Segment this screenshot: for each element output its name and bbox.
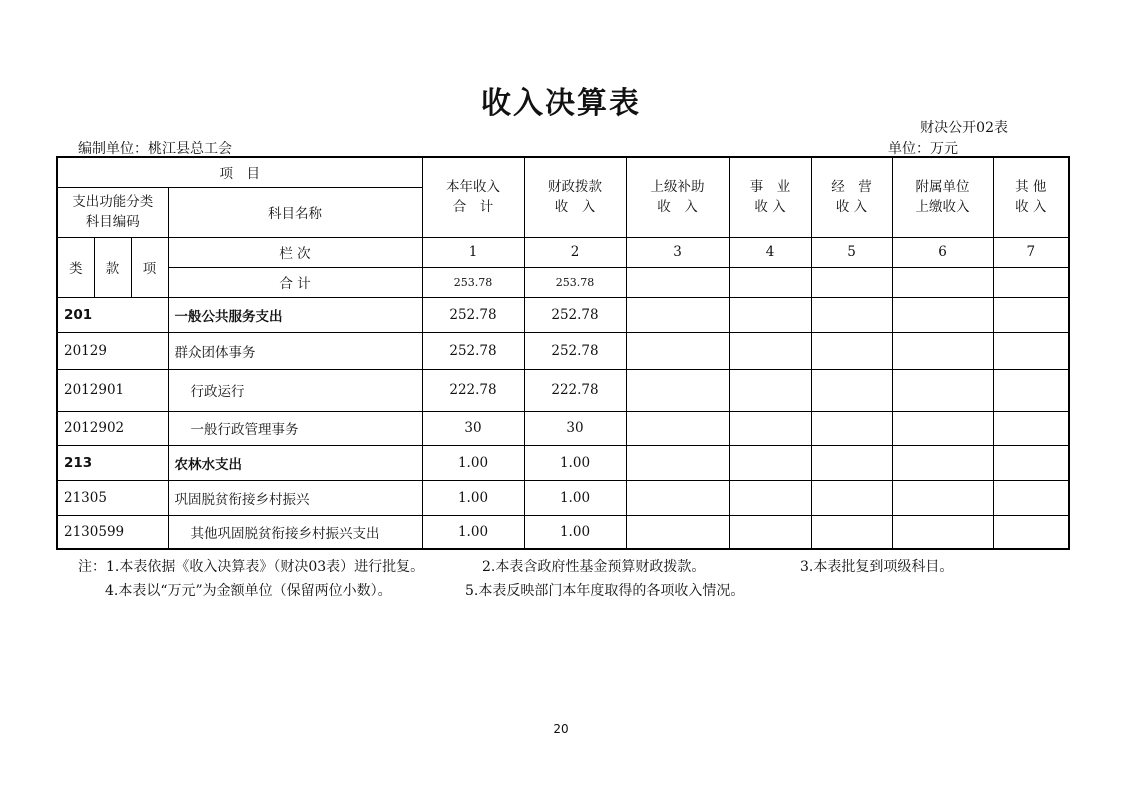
row-fiscal: 1.00 [524,445,626,480]
header-col-business-line1: 事 业 [749,179,791,196]
row-fiscal: 252.78 [524,297,626,332]
table-row [57,445,1069,480]
row-code: 213 [57,445,168,480]
row-fiscal: 252.78 [524,332,626,369]
organization-label: 编制单位：桃江县总工会 [78,141,232,157]
col-number-3: 3 [626,237,729,267]
row-code: 201 [57,297,168,332]
header-col-total-line2: 合 计 [452,199,494,216]
row-code: 20129 [57,332,168,369]
header-col-subsidy-line1: 上级补助 [650,179,705,196]
row-fiscal: 30 [524,411,626,445]
form-code: 财决公开02表 [920,120,1008,136]
table-row [57,480,1069,515]
row-total: 1.00 [422,515,524,549]
col-number-5: 5 [811,237,892,267]
row-code: 2130599 [57,515,168,549]
row-fiscal: 1.00 [524,480,626,515]
total-value-1: 253.78 [422,267,524,297]
header-col-other-line1: 其 他 [1015,179,1047,196]
header-col-total-line1: 本年收入 [446,179,500,196]
header-kuan: 款 [94,237,131,297]
header-category-code [57,187,168,237]
header-col-fiscal [524,157,626,237]
header-lanci: 栏 次 [168,237,422,267]
row-name: 巩固脱贫衔接乡村振兴 [168,480,422,515]
row-total: 30 [422,411,524,445]
note-1: 注：1.本表依据《收入决算表》（财决03表）进行批复。 [78,559,425,575]
row-total: 1.00 [422,445,524,480]
note-2: 2.本表含政府性基金预算财政拨款。 [482,559,706,575]
header-col-affiliate [892,157,993,237]
total-label: 合 计 [168,267,422,297]
header-col-fiscal-line2: 收 入 [554,199,596,216]
table-row [57,297,1069,332]
header-col-subsidy [626,157,729,237]
col-number-1: 1 [422,237,524,267]
note-4: 4.本表以“万元”为金额单位（保留两位小数）。 [105,583,392,599]
row-name: 一般行政管理事务 [168,411,422,445]
note-3: 3.本表批复到项级科目。 [800,559,954,575]
header-category-code-line1: 支出功能分类 [72,194,154,210]
header-col-subsidy-line2: 收 入 [657,199,698,216]
header-subject-name: 科目名称 [168,187,422,237]
header-col-other-line2: 收 入 [1015,199,1047,216]
unit-label: 单位：万元 [888,141,958,157]
row-name: 一般公共服务支出 [168,297,422,332]
note-5: 5.本表反映部门本年度取得的各项收入情况。 [465,583,745,599]
header-col-operation [811,157,892,237]
header-category-code-line2: 科目编码 [85,214,140,230]
header-col-other [993,157,1069,237]
page-number: 20 [553,722,569,736]
income-table [56,156,1070,550]
row-total: 1.00 [422,480,524,515]
header-lei: 类 [57,237,94,297]
header-col-operation-line1: 经 营 [831,179,872,196]
row-code: 2012901 [57,369,168,411]
row-fiscal: 1.00 [524,515,626,549]
header-col-affiliate-line1: 附属单位 [915,179,970,196]
table-row [57,332,1069,369]
row-fiscal: 222.78 [524,369,626,411]
col-number-2: 2 [524,237,626,267]
header-item: 项 目 [57,157,422,187]
row-code: 21305 [57,480,168,515]
row-name: 行政运行 [168,369,422,411]
page-title: 收入决算表 [481,86,641,121]
total-value-2: 253.78 [524,267,626,297]
table-row [57,369,1069,411]
row-code: 2012902 [57,411,168,445]
row-total: 252.78 [422,332,524,369]
header-col-fiscal-line1: 财政拨款 [548,179,602,196]
row-total: 252.78 [422,297,524,332]
col-number-4: 4 [729,237,811,267]
row-name: 农林水支出 [168,445,422,480]
header-col-business-line2: 收 入 [754,199,786,216]
header-xiang: 项 [131,237,168,297]
row-name: 其他巩固脱贫衔接乡村振兴支出 [168,515,422,549]
row-name: 群众团体事务 [168,332,422,369]
header-col-total [422,157,524,237]
header-col-operation-line2: 收 入 [835,199,868,216]
header-col-business [729,157,811,237]
header-col-affiliate-line2: 上缴收入 [915,199,970,216]
col-number-7: 7 [993,237,1069,267]
table-row [57,515,1069,549]
col-number-6: 6 [892,237,993,267]
row-total: 222.78 [422,369,524,411]
table-row [57,411,1069,445]
